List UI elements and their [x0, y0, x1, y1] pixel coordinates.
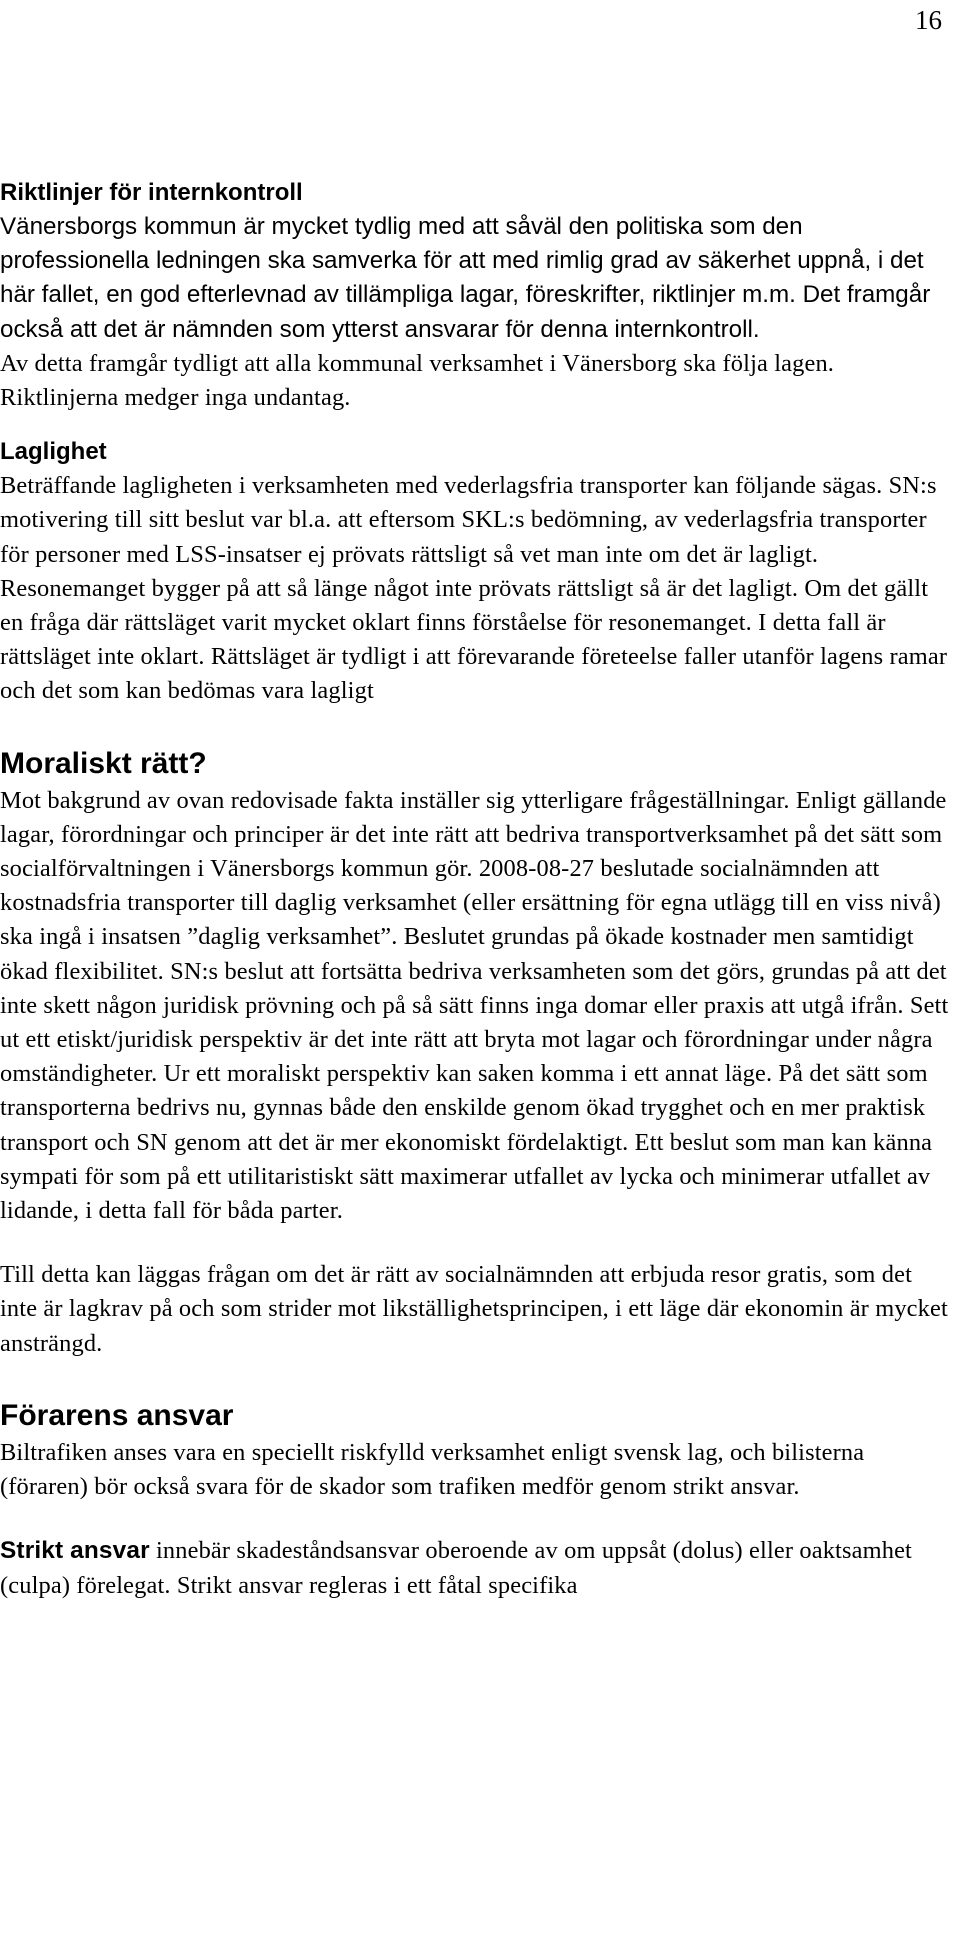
paragraph: Resonemanget bygger på att så länge något inte prövats rättsligt så är det lagligt. Om det gällt en fråga där rättsläget varit mycket oklart finns förståelse för resonemanget. I detta fall är rättsläget inte oklart. Rättsläget är tydligt i att förevarande företeelse faller utanför lagens ramar och det som kan bedömas vara lagligt [0, 574, 948, 705]
paragraph [0, 1534, 952, 1602]
section-moraliskt [0, 744, 952, 1361]
paragraph: Biltrafiken anses vara en speciellt riskfylld verksamhet enligt svensk lag, och bilisterna (föraren) bör också svara för de skador som trafiken medför genom strikt ansvar. [0, 1438, 865, 1501]
paragraph: Till detta kan läggas frågan om det är rätt av socialnämnden att erbjuda resor gratis, som det inte är lagkrav på och som strider mot likställighetsprincipen, i ett läge där ekonomin är mycket ansträngd. [0, 1261, 948, 1357]
page-number: 16 [915, 5, 942, 35]
paragraph: Av detta framgår tydligt att alla kommunal verksamhet i Vänersborg ska följa lagen. Riktlinjerna medger inga undantag. [0, 349, 835, 412]
section-forarens-ansvar [0, 1396, 952, 1603]
section-internkontroll [0, 176, 952, 415]
document-body [0, 176, 952, 1603]
paragraph-rest: innebär skadeståndsansvar oberoende av om uppsåt (dolus) eller oaktsamhet (culpa) förelegat. Strikt ansvar regleras i ett fåtal specifika [0, 1537, 912, 1599]
section-heading: Riktlinjer för internkontroll [0, 179, 303, 206]
term-strikt-ansvar: Strikt ansvar [0, 1537, 150, 1565]
paragraph: Beträffande lagligheten i verksamheten med vederlagsfria transporter kan följande sägas. SN:s motivering till sitt beslut var bl.a. att eftersom SKL:s bedömning, av vederlagsfria transporter för personer med LSS-insatser ej prövats rättsligt så vet man inte om det är lagligt. [0, 472, 937, 568]
section-heading: Moraliskt rätt? [0, 746, 207, 780]
paragraph: Vänersborgs kommun är mycket tydlig med att såväl den politiska som den professionella ledningen ska samverka för att med rimlig grad av säkerhet uppnå, i det här fallet, en god efterlevnad av tillämpliga lagar, föreskrifter, riktlinjer m.m. Det framgår också att det är nämnden som ytterst ansvarar för denna internkontroll. [0, 213, 931, 343]
paragraph: Mot bakgrund av ovan redovisade fakta inställer sig ytterligare frågeställningar. Enligt gällande lagar, förordningar och principer är det inte rätt att bedriva transportverksamhet på det sätt som socialförvaltningen i Vänersborgs kommun gör. 2008-08-27 beslutade socialnämnden att kostnadsfria transporter till daglig verksamhet (eller ersättning för egna utlägg till en viss nivå) ska ingå i insatsen ”daglig verksamhet”. Beslutet grundas på ökade kostnader men samtidigt ökad flexibilitet. SN:s beslut att fortsätta bedriva verksamheten som det görs, grundas på att det inte skett någon juridisk prövning och på så sätt finns inga domar eller praxis att utgå ifrån. Sett ut ett etiskt/juridisk perspektiv är det inte rätt att bryta mot lagar och förordningar under några omständigheter. Ur ett moraliskt perspektiv kan saken komma i ett annat läge. På det sätt som transporterna bedrivs nu, gynnas både den enskilde genom ökad trygghet och en mer praktisk transport och SN genom att det är mer ekonomiskt fördelaktigt. Ett beslut som man kan känna sympati för som på ett utilitaristiskt sätt maximerar utfallet av lycka och minimerar utfallet av lidande, i detta fall för båda parter. [0, 786, 949, 1225]
section-laglighet [0, 435, 952, 708]
section-heading: Förarens ansvar [0, 1398, 234, 1432]
section-heading: Laglighet [0, 438, 107, 466]
